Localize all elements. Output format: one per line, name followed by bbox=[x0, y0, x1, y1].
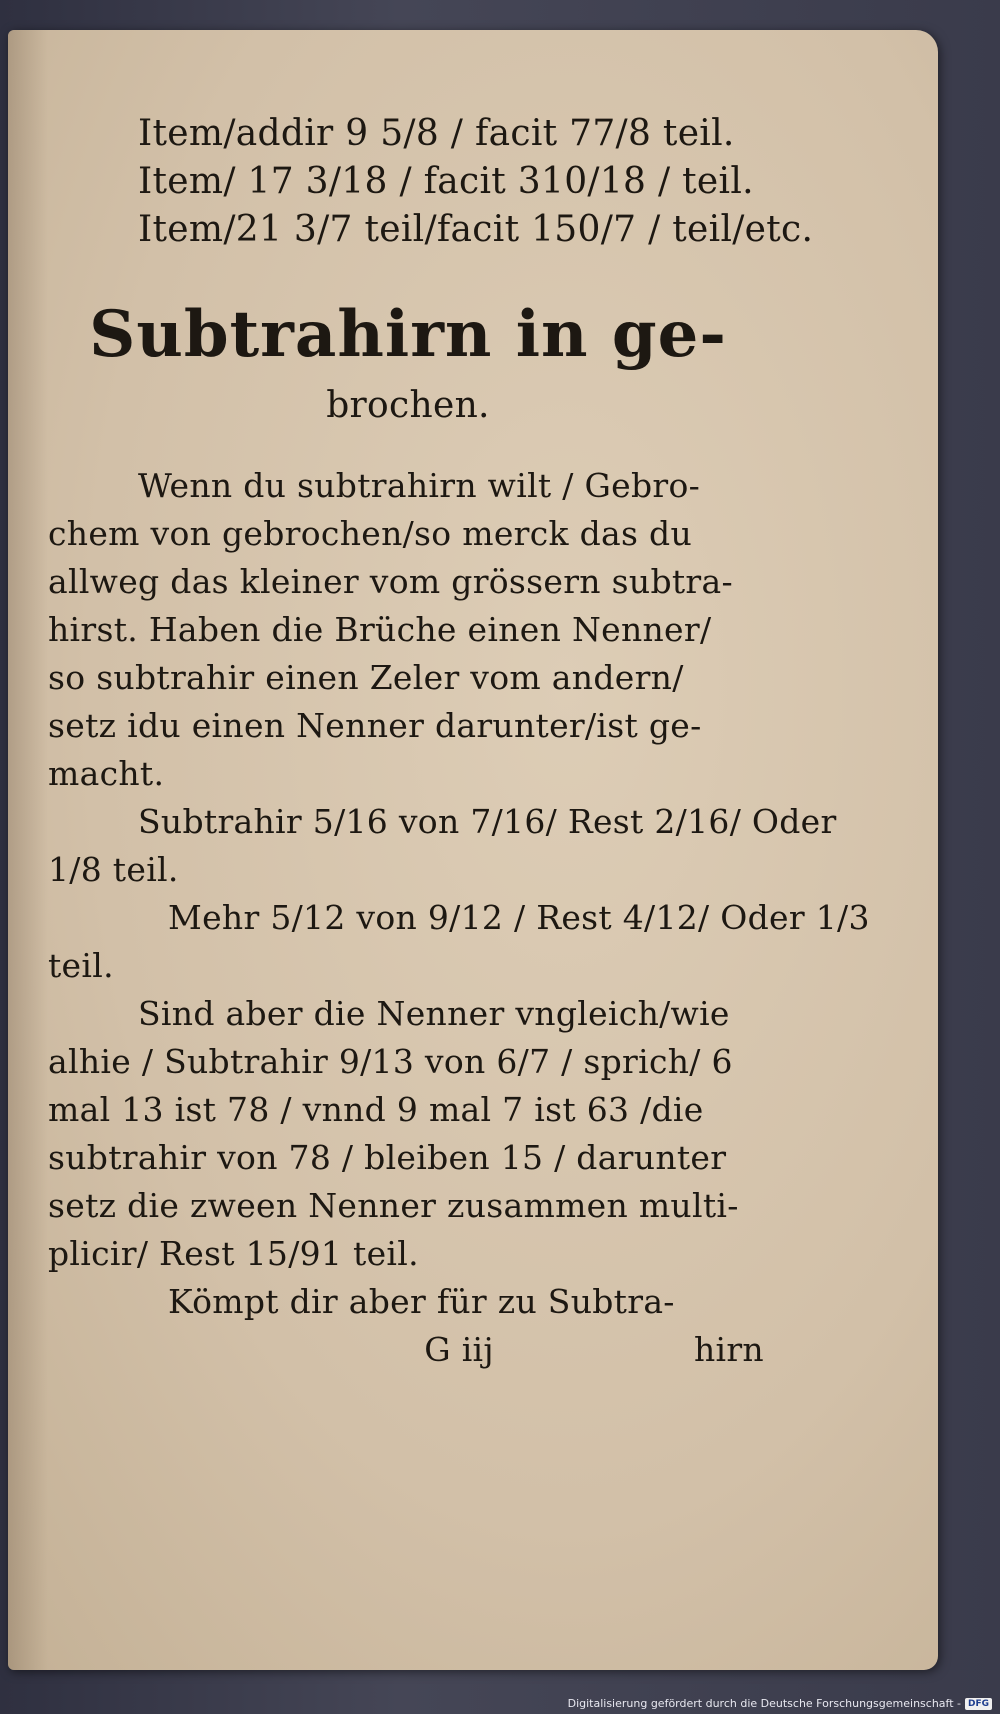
catchword: hirn bbox=[693, 1330, 764, 1369]
book-page bbox=[8, 30, 938, 1670]
paragraph-line: Kömpt dir aber für zu Subtra- bbox=[168, 1282, 675, 1321]
paragraph-line: alhie / Subtrahir 9/13 von 6/7 / sprich/ 6 bbox=[48, 1042, 733, 1081]
page-footer bbox=[48, 1326, 768, 1374]
item-line: Item/addir 9 5/8 / facit 77/8 teil. bbox=[138, 113, 735, 154]
paragraph-line: Sind aber die Nenner vngleich/wie bbox=[138, 994, 730, 1033]
paragraph-line: allweg das kleiner vom grössern subtra- bbox=[48, 562, 733, 601]
paragraph-line: mal 13 ist 78 / vnnd 9 mal 7 ist 63 /die bbox=[48, 1090, 704, 1129]
section-heading: Subtrahirn in ge- bbox=[89, 297, 727, 372]
digitization-credit bbox=[568, 1697, 992, 1710]
paragraph-line: setz die zween Nenner zusammen multi- bbox=[48, 1186, 739, 1225]
paragraph-line: macht. bbox=[48, 754, 165, 793]
paragraph-line: setz idu einen Nenner darunter/ist ge- bbox=[48, 706, 702, 745]
item-line: Item/ 17 3/18 / facit 310/18 / teil. bbox=[138, 161, 754, 202]
paragraph-line: plicir/ Rest 15/91 teil. bbox=[48, 1234, 419, 1273]
paragraph-line: hirst. Haben die Brüche einen Nenner/ bbox=[48, 610, 712, 649]
paragraph-line: subtrahir von 78 / bleiben 15 / darunter bbox=[48, 1138, 727, 1177]
example-line: Subtrahir 5/16 von 7/16/ Rest 2/16/ Oder bbox=[138, 802, 837, 841]
example-line: teil. bbox=[48, 946, 114, 985]
paragraph-line: Wenn du subtrahirn wilt / Gebro- bbox=[138, 466, 701, 505]
paragraph-line: chem von gebrochen/so merck das du bbox=[48, 514, 693, 553]
section-subheading: brochen. bbox=[326, 385, 490, 426]
credit-text: Digitalisierung gefördert durch die Deutsche Forschungsgemeinschaft - bbox=[567, 1697, 961, 1710]
example-line: Mehr 5/12 von 9/12 / Rest 4/12/ Oder 1/3 bbox=[168, 898, 870, 937]
item-line: Item/21 3/7 teil/facit 150/7 / teil/etc. bbox=[138, 209, 814, 250]
signature-mark: G iij bbox=[424, 1330, 494, 1369]
example-line: 1/8 teil. bbox=[48, 850, 179, 889]
page-text bbox=[48, 110, 870, 1374]
dfg-logo-icon: DFG bbox=[965, 1698, 992, 1710]
paragraph-line: so subtrahir einen Zeler vom andern/ bbox=[48, 658, 684, 697]
